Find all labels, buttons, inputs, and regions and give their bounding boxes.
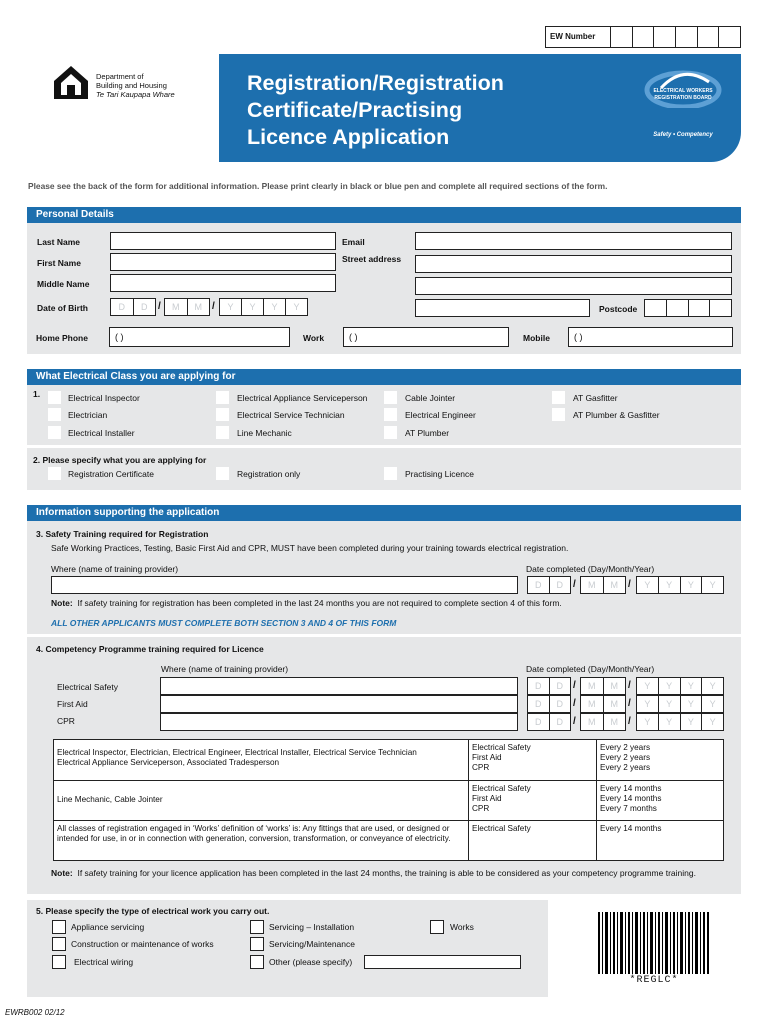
q5-label: 5. Please specify the type of electrical work you carry out. xyxy=(36,906,270,916)
supporting-info-header: Information supporting the application xyxy=(27,505,741,521)
department-logo xyxy=(52,63,90,101)
q4-fa-month[interactable]: M M xyxy=(580,695,626,713)
q3-date-month[interactable]: M M xyxy=(580,576,626,594)
house-logo-icon xyxy=(52,63,90,101)
dob-day[interactable]: D D xyxy=(110,298,156,316)
ew-number-label: EW Number xyxy=(546,27,611,47)
dob-year[interactable]: Y Y Y Y xyxy=(219,298,308,316)
q2-label: 2. Please specify what you are applying for xyxy=(33,455,207,465)
all-other-applicants-text: ALL OTHER APPLICANTS MUST COMPLETE BOTH SECTION 3 AND 4 OF THIS FORM xyxy=(51,618,397,628)
note-1: Note: If safety training for registration has been completed in the last 24 months you are not required to complete section 4 of this form. xyxy=(51,598,562,608)
work-checkbox-servicing-maintenance[interactable] xyxy=(250,937,264,951)
mobile-phone-label: Mobile xyxy=(523,333,550,343)
personal-details-header: Personal Details xyxy=(27,207,741,223)
dob-month[interactable]: M M xyxy=(164,298,210,316)
class-checkbox-at-plumber[interactable] xyxy=(384,426,397,439)
q3-date-day[interactable]: D D xyxy=(527,576,571,594)
work-checkbox-appliance-servicing[interactable] xyxy=(52,920,66,934)
apply-checkbox-registration-certificate[interactable] xyxy=(48,467,61,480)
class-checkbox-at-gasfitter[interactable] xyxy=(552,391,565,404)
title-banner xyxy=(219,54,741,162)
barcode xyxy=(598,912,710,974)
postcode-label: Postcode xyxy=(599,304,638,314)
table-row: Line Mechanic, Cable Jointer Electrical Safety First Aid CPR Every 14 months Every 14 months Every 7 months xyxy=(54,781,724,821)
electrical-class-header: What Electrical Class you are applying for xyxy=(27,369,741,385)
street-address-input-3[interactable] xyxy=(415,299,590,317)
mobile-phone-input[interactable]: ( ) xyxy=(568,327,733,347)
q3-date-year[interactable]: Y Y Y Y xyxy=(636,576,724,594)
table-row: All classes of registration engaged in ‘Works’ definition of ‘works’ is: Any fittings that are used, or designed or intended for use, in or in connection with generation, conversion, transformation, or conveyance of electricity. Electrical Safety Every 14 months xyxy=(54,821,724,861)
last-name-label: Last Name xyxy=(37,237,80,247)
email-label: Email xyxy=(342,237,365,247)
class-checkbox-electrical-inspector[interactable] xyxy=(48,391,61,404)
work-phone-label: Work xyxy=(303,333,325,343)
home-phone-input[interactable]: ( ) xyxy=(109,327,290,347)
q3-provider-input[interactable] xyxy=(51,576,518,594)
apply-checkbox-practising-licence[interactable] xyxy=(384,467,397,480)
postcode-input[interactable] xyxy=(644,299,732,317)
first-name-input[interactable] xyxy=(110,253,336,271)
last-name-input[interactable] xyxy=(110,232,336,250)
q4-cpr-year[interactable]: Y Y Y Y xyxy=(636,713,724,731)
form-code: EWRB002 02/12 xyxy=(5,1008,65,1017)
work-checkbox-electrical-wiring[interactable] xyxy=(52,955,66,969)
work-phone-input[interactable]: ( ) xyxy=(343,327,509,347)
class-checkbox-electrical-engineer[interactable] xyxy=(384,408,397,421)
dob-label: Date of Birth xyxy=(37,303,88,313)
department-name: Department of Building and Housing Te Tari Kaupapa Whare xyxy=(96,72,175,99)
barcode-icon xyxy=(598,912,710,974)
work-checkbox-construction[interactable] xyxy=(52,937,66,951)
form-title: Registration/Registration Certificate/Practising Licence Application xyxy=(247,71,504,149)
table-row: Electrical Inspector, Electrician, Electrical Engineer, Electrical Installer, Electrical Service Technician Electrical Appliance Serviceperson, Associated Tradesperson Electrical Safety First Aid CPR Every 2 years Every 2 years Every 2 years xyxy=(54,740,724,781)
street-address-input-1[interactable] xyxy=(415,255,732,273)
middle-name-label: Middle Name xyxy=(37,279,90,289)
middle-name-input[interactable] xyxy=(110,274,336,292)
work-checkbox-works[interactable] xyxy=(430,920,444,934)
class-checkbox-appliance-serviceperson[interactable] xyxy=(216,391,229,404)
home-phone-label: Home Phone xyxy=(36,333,88,343)
class-checkbox-electrician[interactable] xyxy=(48,408,61,421)
q4-es-year[interactable]: Y Y Y Y xyxy=(636,677,724,695)
intro-text: Please see the back of the form for additional information. Please print clearly in black or blue pen and complete all required sections of the form. xyxy=(28,181,608,191)
ewrb-logo: ELECTRICAL WORKERS REGISTRATION BOARD Safety • Competency xyxy=(643,68,723,140)
class-checkbox-line-mechanic[interactable] xyxy=(216,426,229,439)
q3-description: Safe Working Practices, Testing, Basic First Aid and CPR, MUST have been completed during your training towards electrical registration. xyxy=(51,543,569,553)
q4-cpr-day[interactable]: D D xyxy=(527,713,571,731)
q4-label: 4. Competency Programme training required for Licence xyxy=(36,644,264,654)
ew-number-box xyxy=(545,26,741,48)
email-input[interactable] xyxy=(415,232,732,250)
street-address-label: Street address xyxy=(342,254,402,264)
work-checkbox-other[interactable] xyxy=(250,955,264,969)
q4-cpr-provider[interactable] xyxy=(160,713,518,731)
q4-es-month[interactable]: M M xyxy=(580,677,626,695)
note-2: Note: If safety training for your licence application has been completed in the last 24 months, the training is able to be considered as your competency programme training. xyxy=(51,868,696,878)
q4-electrical-safety-provider[interactable] xyxy=(160,677,518,695)
q4-es-day[interactable]: D D xyxy=(527,677,571,695)
q4-cpr-month[interactable]: M M xyxy=(580,713,626,731)
apply-checkbox-registration-only[interactable] xyxy=(216,467,229,480)
work-checkbox-servicing-installation[interactable] xyxy=(250,920,264,934)
other-specify-input[interactable] xyxy=(364,955,521,969)
training-requirements-table xyxy=(53,739,724,861)
class-checkbox-service-technician[interactable] xyxy=(216,408,229,421)
q4-fa-day[interactable]: D D xyxy=(527,695,571,713)
q4-fa-year[interactable]: Y Y Y Y xyxy=(636,695,724,713)
class-checkbox-at-plumber-gasfitter[interactable] xyxy=(552,408,565,421)
q3-label: 3. Safety Training required for Registration xyxy=(36,529,209,539)
street-address-input-2[interactable] xyxy=(415,277,732,295)
barcode-text: *REGLC* xyxy=(629,975,679,986)
q4-first-aid-provider[interactable] xyxy=(160,695,518,713)
first-name-label: First Name xyxy=(37,258,81,268)
class-checkbox-electrical-installer[interactable] xyxy=(48,426,61,439)
class-checkbox-cable-jointer[interactable] xyxy=(384,391,397,404)
